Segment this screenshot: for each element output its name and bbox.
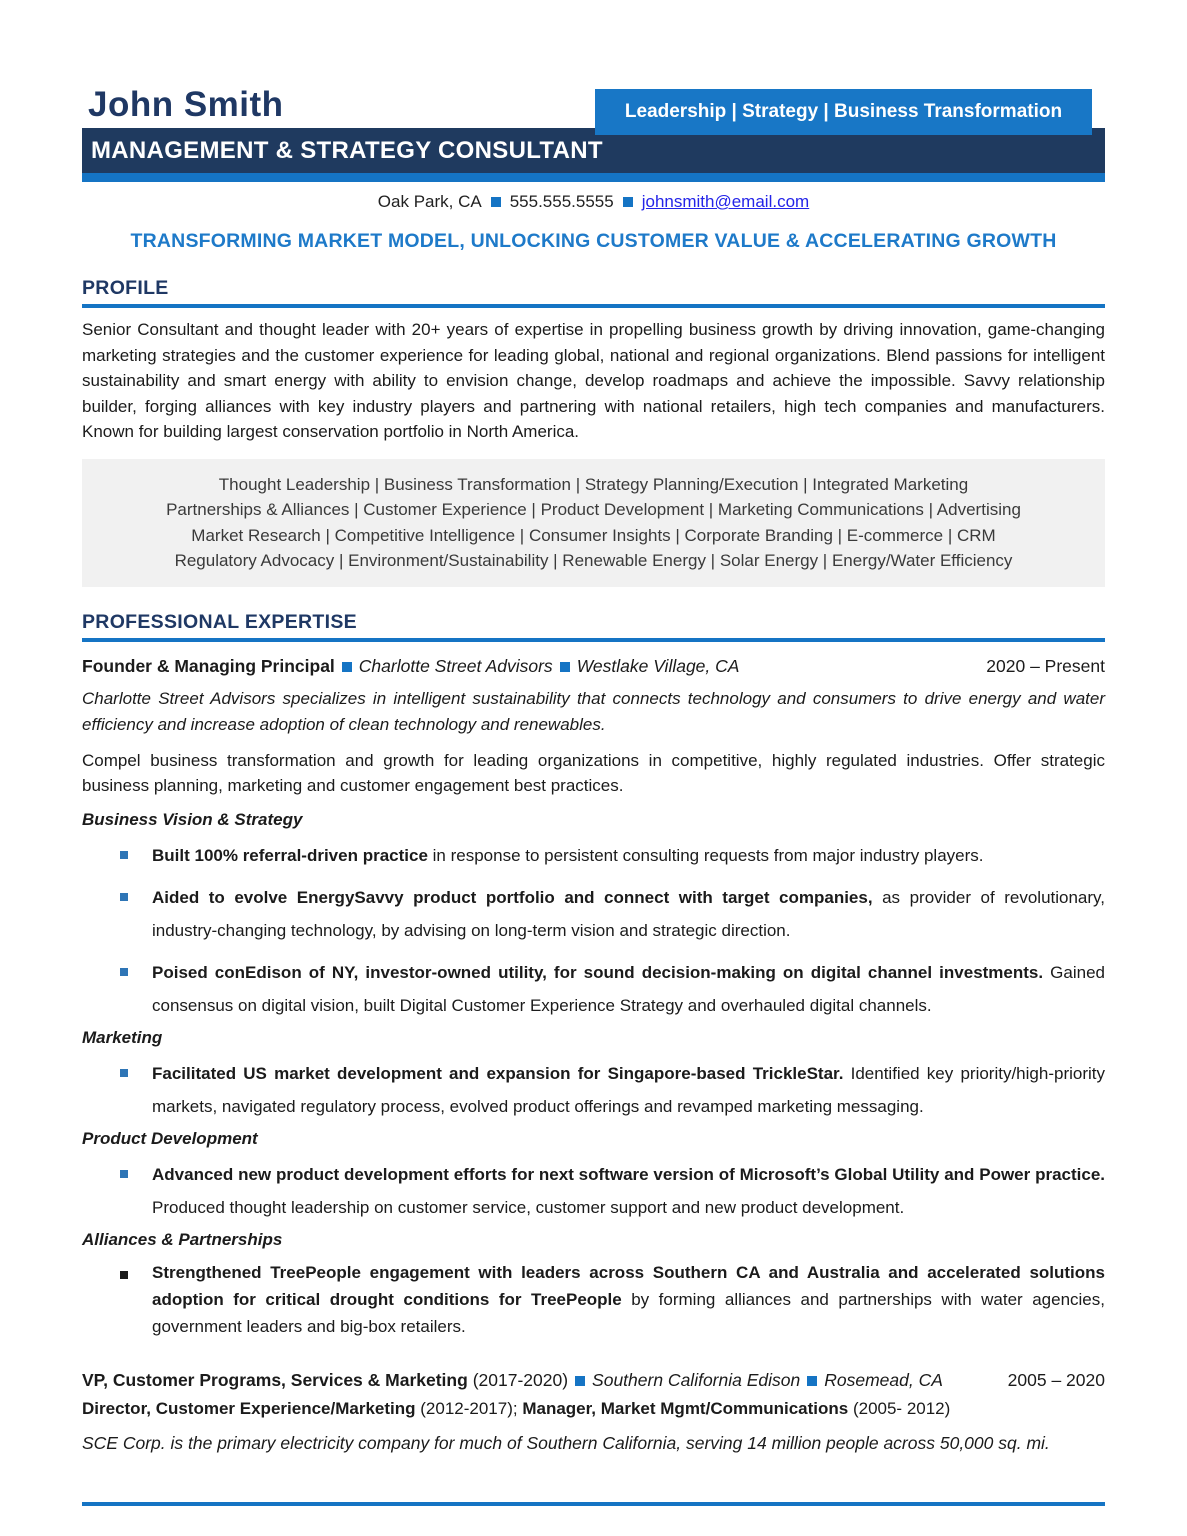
separator-square-icon bbox=[623, 197, 633, 207]
bullet-item bbox=[120, 1259, 1105, 1340]
job2-company: Southern California Edison bbox=[592, 1369, 801, 1390]
section-rule bbox=[82, 304, 1105, 308]
profile-text: Senior Consultant and thought leader with 20+ years of expertise in propelling business growth by driving innovation, game-changing marketing strategies and the customer experience for leading global, national and regional organizations. Blend passions for intelligent sustainability and smart energy with ability to envision change, develop roadmaps and achieve the impossible. Savvy relationship builder, forging alliances with key industry players and partnering with national retailers, high tech companies and manufacturers. Known for building largest conservation portfolio in North America. bbox=[82, 320, 1105, 441]
square-bullet-icon bbox=[120, 968, 128, 976]
keywords-line: Market Research | Competitive Intelligence | Consumer Insights | Corporate Branding | E-commerce | CRM bbox=[191, 525, 996, 545]
job1-subsection-label: Product Development bbox=[82, 1128, 258, 1148]
bullet-item bbox=[120, 956, 1105, 1022]
job1-header bbox=[82, 656, 1105, 677]
bullet-lead: Facilitated US market development and expansion for Singapore-based TrickleStar. bbox=[152, 1063, 844, 1083]
job1-company-description: Charlotte Street Advisors specializes in intelligent sustainability that connects technology and consumers to drive energy and water efficiency and increase adoption of clean technology and renewables. bbox=[82, 688, 1105, 734]
job2-company-description: SCE Corp. is the primary electricity company for much of Southern California, serving 14 million people across 50,000 sq. mi. bbox=[82, 1432, 1050, 1453]
separator-square-icon bbox=[491, 197, 501, 207]
accent-strip bbox=[82, 173, 1105, 182]
bullet-text bbox=[152, 1259, 1105, 1340]
separator-square-icon bbox=[342, 662, 352, 672]
job2-dates: 2005 – 2020 bbox=[1007, 1369, 1105, 1390]
section-heading-profile: PROFILE bbox=[82, 277, 169, 299]
square-bullet-icon bbox=[120, 1069, 128, 1077]
tagline: TRANSFORMING MARKET MODEL, UNLOCKING CUSTOMER VALUE & ACCELERATING GROWTH bbox=[130, 230, 1057, 252]
bullet-lead: Advanced new product development efforts for next software version of Microsoft’s Global Utility and Power practice. bbox=[152, 1164, 1105, 1184]
contact-location: Oak Park, CA bbox=[377, 192, 482, 211]
job2-role-years: (2005- 2012) bbox=[852, 1398, 951, 1418]
bullet-rest: Produced thought leadership on customer service, customer support and new product development. bbox=[152, 1197, 905, 1217]
keywords-box bbox=[82, 459, 1105, 587]
job1-title-line bbox=[82, 656, 739, 677]
bullet-rest: Identified key priority/high-priority markets, navigated regulatory process, evolved product offerings and revamped marketing messaging. bbox=[152, 1063, 1105, 1116]
section-heading-expertise: PROFESSIONAL EXPERTISE bbox=[82, 610, 357, 633]
bullet-lead: Built 100% referral-driven practice bbox=[152, 845, 428, 865]
keywords-line: Regulatory Advocacy | Environment/Sustainability | Renewable Energy | Solar Energy | Energy/Water Efficiency bbox=[174, 551, 1013, 570]
square-bullet-icon bbox=[120, 1170, 128, 1178]
bullet-lead: Strengthened TreePeople engagement with leaders across Southern CA and Australia and accelerated solutions adoption for critical drought conditions for TreePeople bbox=[152, 1262, 1105, 1309]
job1-title: Founder & Managing Principal bbox=[82, 655, 335, 676]
job2-location: Rosemead, CA bbox=[824, 1369, 943, 1390]
job1-location: Westlake Village, CA bbox=[576, 655, 740, 676]
job1-subsection-label: Marketing bbox=[82, 1027, 163, 1047]
job2-title-years: (2017-2020) bbox=[472, 1369, 569, 1390]
resume-header bbox=[82, 0, 1105, 182]
bullet-rest: as provider of revolutionary, industry-changing technology, by advising on long-term vision and strategic direction. bbox=[152, 887, 1106, 940]
bullet-text bbox=[152, 1057, 1105, 1123]
bullet-item bbox=[120, 1057, 1105, 1123]
bullet-rest: by forming alliances and partnerships with water agencies, government leaders and big-box retailers. bbox=[152, 1289, 1105, 1336]
job2-role-title: Director, Customer Experience/Marketing bbox=[82, 1398, 416, 1418]
contact-phone: 555.555.5555 bbox=[509, 192, 614, 211]
keywords-line: Thought Leadership | Business Transformation | Strategy Planning/Execution | Integrated Marketing bbox=[218, 474, 969, 494]
job1-subsection-label: Business Vision & Strategy bbox=[82, 809, 303, 829]
bullet-text bbox=[152, 956, 1105, 1022]
square-bullet-icon bbox=[120, 893, 128, 901]
bullet-text bbox=[152, 839, 1105, 872]
contact-line bbox=[82, 192, 1105, 212]
bullet-text bbox=[152, 1158, 1105, 1224]
bullet-lead: Aided to evolve EnergySavvy product portfolio and connect with target companies, bbox=[152, 887, 873, 907]
separator-square-icon bbox=[807, 1376, 817, 1386]
section-rule bbox=[82, 638, 1105, 642]
bullet-text bbox=[152, 881, 1105, 947]
bullet-rest: in response to persistent consulting requests from major industry players. bbox=[427, 845, 984, 865]
separator-square-icon bbox=[560, 662, 570, 672]
job2-title-line bbox=[82, 1370, 943, 1391]
separator-square-icon bbox=[575, 1376, 585, 1386]
bottom-rule bbox=[82, 1502, 1105, 1506]
job1-company: Charlotte Street Advisors bbox=[358, 655, 553, 676]
email-link[interactable]: johnsmith@email.com bbox=[641, 192, 810, 211]
job2-header bbox=[82, 1370, 1105, 1391]
job1-dates: 2020 – Present bbox=[986, 655, 1105, 676]
bullet-item bbox=[120, 839, 1105, 872]
job2-title: VP, Customer Programs, Services & Marketing bbox=[82, 1369, 468, 1390]
resume-content bbox=[82, 0, 1105, 1506]
job1-summary: Compel business transformation and growth for leading organizations in competitive, highly regulated industries. Offer strategic business planning, marketing and customer engagement best practices. bbox=[82, 750, 1105, 795]
bullet-rest: Gained consensus on digital vision, built Digital Customer Experience Strategy and overhauled digital channels. bbox=[152, 962, 1105, 1015]
bullet-item bbox=[120, 1158, 1105, 1224]
bullet-lead: Poised conEdison of NY, investor-owned utility, for sound decision-making on digital channel investments. bbox=[152, 962, 1044, 982]
job1-subsection-label: Alliances & Partnerships bbox=[82, 1229, 283, 1249]
square-bullet-icon bbox=[120, 1271, 128, 1279]
keywords-line: Partnerships & Alliances | Customer Experience | Product Development | Marketing Communications | Advertising bbox=[166, 500, 1021, 519]
square-bullet-icon bbox=[120, 851, 128, 859]
job2-role-years: (2012-2017); bbox=[420, 1398, 518, 1418]
job2-role-title: Manager, Market Mgmt/Communications bbox=[522, 1398, 849, 1418]
job2-prior-roles bbox=[82, 1396, 1105, 1422]
bullet-item bbox=[120, 881, 1105, 947]
job-title-bar: MANAGEMENT & STRATEGY CONSULTANT bbox=[82, 128, 1105, 173]
candidate-name: John Smith bbox=[88, 85, 284, 124]
skills-badge: Leadership | Strategy | Business Transformation bbox=[595, 89, 1092, 135]
